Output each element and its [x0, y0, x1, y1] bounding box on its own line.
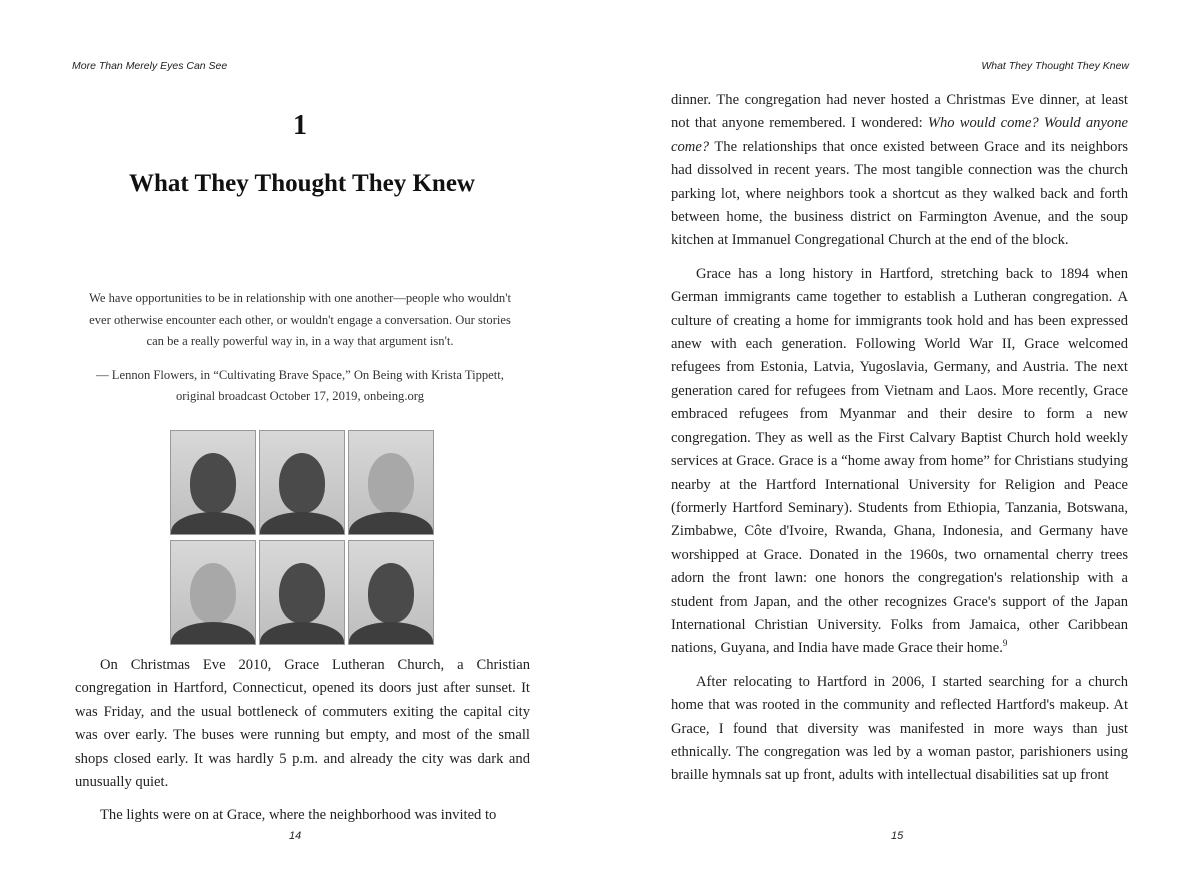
portrait-photo [259, 430, 345, 535]
body-text-span: Grace has a long history in Hartford, stretching back to 1894 when German immigrants came together to establish a Lutheran congregation. A culture of creating a home for immigrants took hold and has been expressed anew with each generation. Following World War II, Grace welcomed refugees from Estonia, Latvia, Yugoslavia, Germany, and Austria. The next generation cared for refugees from Vietnam and Laos. More recently, Grace embraced refugees from Myanmar and their desire to form a new congregation. They as well as the First Calvary Baptist Church hold weekly services at Grace. Grace is a “home away from home” for Christians studying nearby at the Hartford International University for Religion and Peace (formerly Hartford Seminary). Students from Ethiopia, Tanzania, Botswana, Zimbabwe, Côte d'Ivoire, Rwanda, Ghana, Indonesia, and Germany have worshipped at Grace. Donated in the 1960s, two ornamental cherry trees adorn the front lawn: one honors the congregation's relationship with a student from Japan, and the other recognizes Grace's support of the Japan International Christian University. Folks from Jamaica, other Caribbean nations, Guyana, and India have made Grace their home. [671, 265, 1128, 657]
body-text [671, 89, 1128, 788]
body-paragraph [671, 89, 1128, 253]
page-number: 15 [891, 830, 904, 842]
right-page [600, 0, 1200, 888]
epigraph-attribution: — Lennon Flowers, in “Cultivating Brave Space,” On Being with Krista Tippett, original broadcast October 17, 2019, onbeing.org [96, 367, 504, 403]
portrait-photo [170, 540, 256, 645]
italic-question: Who would come? Would anyone come? [671, 115, 1128, 155]
footnote-reference[interactable]: 9 [1002, 638, 1008, 649]
epigraph-quote: We have opportunities to be in relationship with one another—people who wouldn't ever otherwise encounter each other, or wouldn't engage a conversation. Our stories can be a really powerful way in, in a way that argument isn't. [88, 291, 511, 348]
portrait-photo-grid [170, 430, 434, 645]
body-paragraph: After relocating to Hartford in 2006, I started searching for a church home that was rooted in the community and reflected Hartford's makeup. At Grace, I found that diversity was manifested in more ways than just ethnically. The congregation was led by a woman pastor, parishioners using braille hymnals sat up front, adults with intellectual disabilities sat up front [671, 673, 1128, 784]
portrait-photo [348, 430, 434, 535]
chapter-title: What They Thought They Knew [129, 170, 475, 197]
body-paragraph [671, 263, 1128, 661]
body-text-span: dinner. The congregation had never hosted a Christmas Eve dinner, at least not that anyone remembered. I wondered: [671, 92, 1128, 132]
epigraph [80, 288, 520, 408]
portrait-photo [170, 430, 256, 535]
running-head: More Than Merely Eyes Can See [72, 60, 228, 72]
body-text [75, 654, 530, 828]
portrait-photo [259, 540, 345, 645]
page-number: 14 [289, 830, 302, 842]
body-text-span: The relationships that once existed between Grace and its neighbors had dissolved in recent years. The most tangible connection was the church parking lot, where neighbors took a shortcut as they walked back and forth between home, the business district on Farmington Avenue, and the soup kitchen at Immanuel Congregational Church at the end of the block. [671, 138, 1128, 249]
chapter-number: 1 [293, 110, 307, 141]
running-head: What They Thought They Knew [981, 60, 1129, 72]
portrait-photo [348, 540, 434, 645]
body-paragraph: The lights were on at Grace, where the neighborhood was invited to [100, 807, 497, 824]
body-paragraph: On Christmas Eve 2010, Grace Lutheran Church, a Christian congregation in Hartford, Connecticut, opened its doors just after sunset. It was Friday, and the usual bottleneck of commuters exiting the capital city was over early. The buses were running but empty, and most of the small shops closed early. It was hardly 5 p.m. and already the city was dark and unusually quiet. [75, 657, 530, 791]
